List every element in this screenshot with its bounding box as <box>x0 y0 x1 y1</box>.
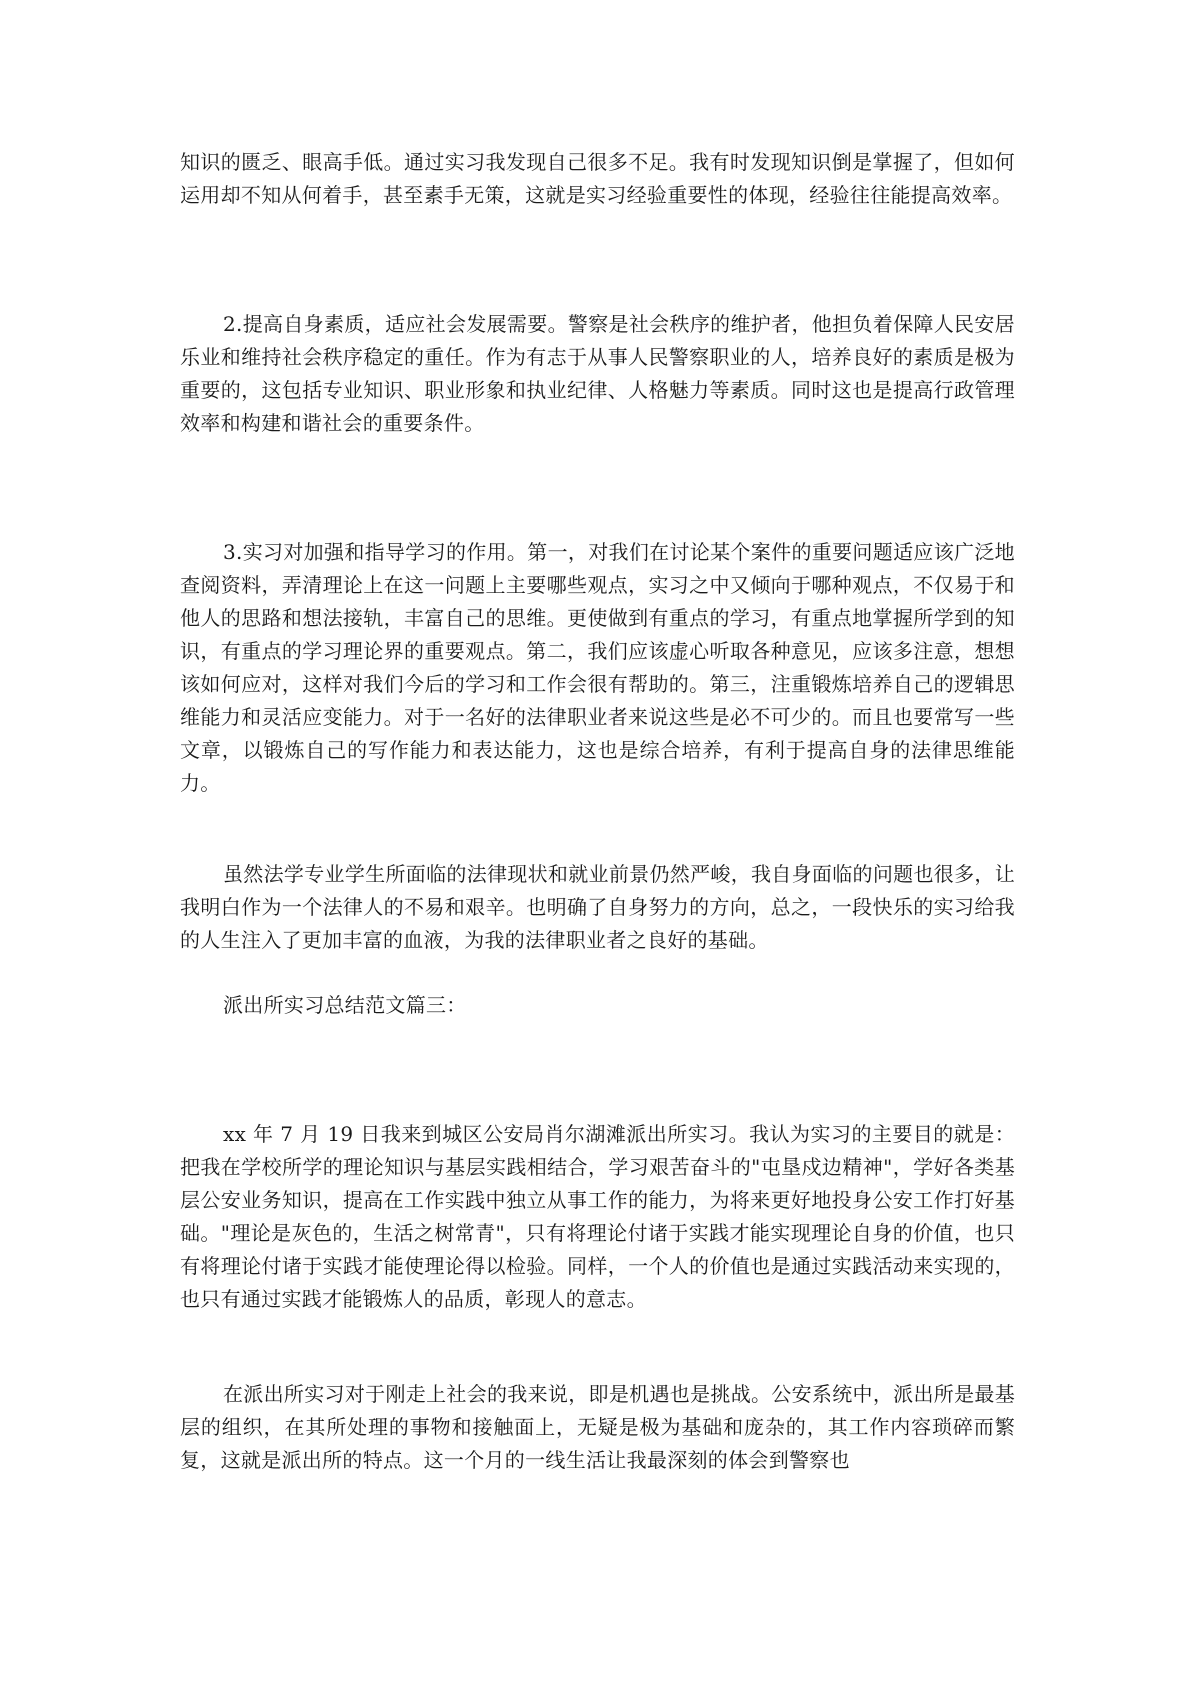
section-heading-part-three: 派出所实习总结范文篇三： <box>223 993 467 1017</box>
paragraph-opportunity: 在派出所实习对于刚走上社会的我来说，即是机遇也是挑战。公安系统中，派出所是最基层的组织，在其所处理的事物和接触面上，无疑是极为基础和庞杂的，其工作内容琐碎而繁复，这就是派出所的特点。这一个月的一线生活让我最深刻的体会到警察也 <box>180 1382 1015 1472</box>
paragraph-knowledge-gap: 知识的匮乏、眼高手低。通过实习我发现自己很多不足。我有时发现知识倒是掌握了，但如何运用却不知从何着手，甚至素手无策，这就是实习经验重要性的体现，经验往往能提高效率。 <box>180 150 1015 207</box>
paragraph-internship-start: xx 年 7 月 19 日我来到城区公安局肖尔湖滩派出所实习。我认为实习的主要目的就是：把我在学校所学的理论知识与基层实践相结合，学习艰苦奋斗的"屯垦戍边精神"，学好各类基层公安业务知识，提高在工作实践中独立从事工作的能力，为将来更好地投身公安工作打好基础。"理论是灰色的，生活之树常青"，只有将理论付诸于实践才能实现理论自身的价值，也只有将理论付诸于实践才能使理论得以检验。同样，一个人的价值也是通过实践活动来实现的，也只有通过实践才能锻炼人的品质，彰现人的意志。 <box>180 1122 1015 1311</box>
paragraph-conclusion: 虽然法学专业学生所面临的法律现状和就业前景仍然严峻，我自身面临的问题也很多，让我明白作为一个法律人的不易和艰辛。也明确了自身努力的方向，总之，一段快乐的实习给我的人生注入了更加丰富的血液，为我的法律职业者之良好的基础。 <box>180 862 1015 952</box>
paragraph-point-2: 2.提高自身素质，适应社会发展需要。警察是社会秩序的维护者，他担负着保障人民安居乐业和维持社会秩序稳定的重任。作为有志于从事人民警察职业的人，培养良好的素质是极为重要的，这包括专业知识、职业形象和执业纪律、人格魅力等素质。同时这也是提高行政管理效率和构建和谐社会的重要条件。 <box>180 312 1015 435</box>
paragraph-point-3: 3.实习对加强和指导学习的作用。第一，对我们在讨论某个案件的重要问题适应该广泛地查阅资料，弄清理论上在这一问题上主要哪些观点，实习之中又倾向于哪种观点，不仅易于和他人的思路和想法接轨，丰富自己的思维。更使做到有重点的学习，有重点地掌握所学到的知识，有重点的学习理论界的重要观点。第二，我们应该虚心听取各种意见，应该多注意，想想该如何应对，这样对我们今后的学习和工作会很有帮助的。第三，注重锻炼培养自己的逻辑思维能力和灵活应变能力。对于一名好的法律职业者来说这些是必不可少的。而且也要常写一些文章，以锻炼自己的写作能力和表达能力，这也是综合培养，有利于提高自身的法律思维能力。 <box>180 540 1015 795</box>
